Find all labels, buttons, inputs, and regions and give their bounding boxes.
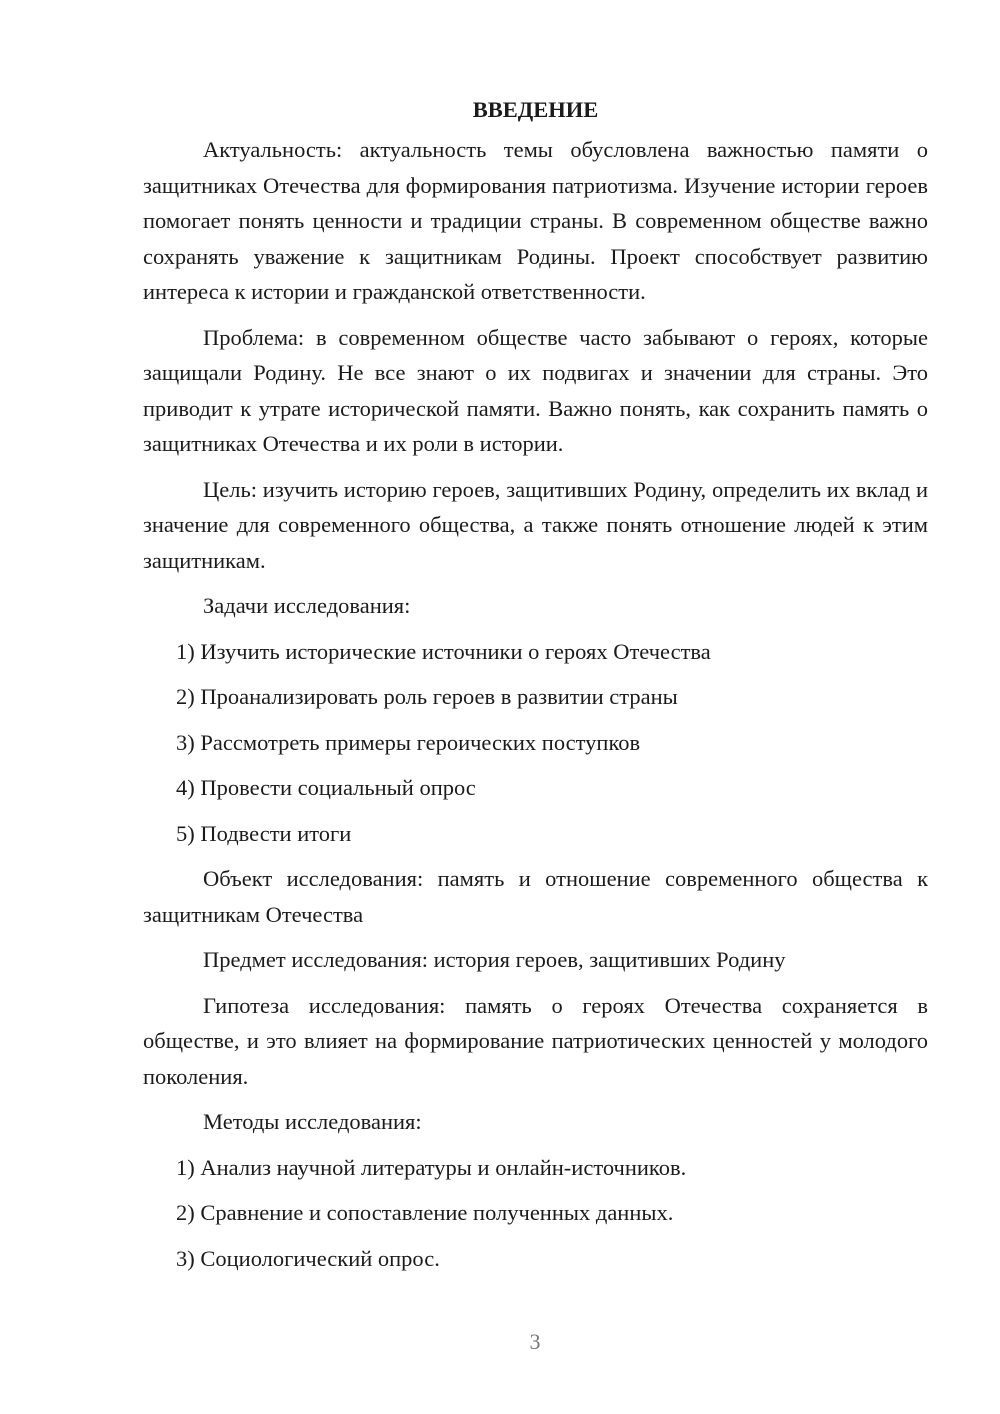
hypothesis-paragraph: Гипотеза исследования: память о героях Отечества сохраняется в обществе, и это влияет на формирование патриотических ценностей у молодого поколения. xyxy=(143,992,928,1089)
subject-paragraph: Предмет исследования: история героев, защитивших Родину xyxy=(203,947,786,972)
list-item: 4) Провести социальный опрос xyxy=(176,775,476,800)
list-item: 1) Анализ научной литературы и онлайн-источников. xyxy=(176,1154,687,1180)
list-item: 3) Рассмотреть примеры героических поступков xyxy=(176,729,641,755)
list-item: 1) Изучить исторические источники о героях Отечества xyxy=(176,638,711,664)
methods-list xyxy=(143,1150,928,1277)
section-title: ВВЕДЕНИЕ xyxy=(472,97,599,122)
goal-paragraph: Цель: изучить историю героев, защитивших Родину, определить их вклад и значение для современного общества, а также понять отношение людей к этим защитникам. xyxy=(143,476,928,573)
page-content xyxy=(143,95,928,1286)
list-item: 2) Проанализировать роль героев в развитии страны xyxy=(176,684,678,709)
list-item: 3) Социологический опрос. xyxy=(176,1245,440,1271)
relevance-paragraph: Актуальность: актуальность темы обусловлена важностью памяти о защитниках Отечества для формирования патриотизма. Изучение истории героев помогает понять ценности и традиции страны. В современном обществе важно сохранять уважение к защитникам Родины. Проект способствует развитию интереса к истории и гражданской ответственности. xyxy=(143,137,928,304)
tasks-label: Задачи исследования: xyxy=(203,593,411,618)
methods-label: Методы исследования: xyxy=(203,1109,422,1134)
object-paragraph: Объект исследования: память и отношение современного общества к защитникам Отечества xyxy=(143,866,928,927)
tasks-list xyxy=(143,634,928,852)
list-item: 5) Подвести итоги xyxy=(176,820,352,846)
list-item: 2) Сравнение и сопоставление полученных данных. xyxy=(176,1200,674,1225)
problem-paragraph: Проблема: в современном обществе часто забывают о героях, которые защищали Родину. Не все знают о их подвигах и значении для страны. Это приводит к утрате исторической памяти. Важно понять, как сохранить память о защитниках Отечества и их роли в истории. xyxy=(143,324,928,456)
page-number: 3 xyxy=(529,1329,541,1354)
